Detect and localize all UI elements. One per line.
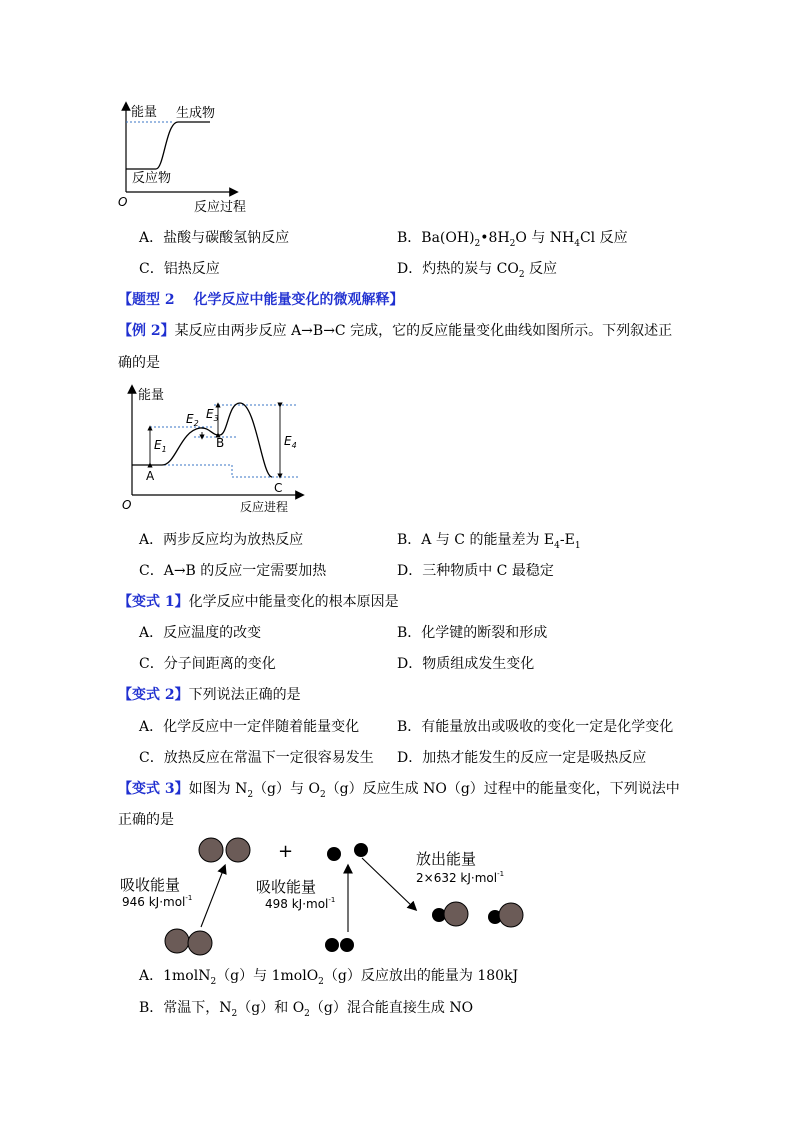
bond-energy-diagram <box>110 832 550 962</box>
plus-sign: + <box>278 841 294 862</box>
release-label: 放出能量 <box>416 850 477 868</box>
release-arrow <box>362 858 414 908</box>
text: 下列说法正确的是 <box>188 687 301 703</box>
o-atom <box>325 938 339 952</box>
example-2-question <box>118 322 672 340</box>
n-atom <box>444 902 468 926</box>
subscript: 2 <box>210 976 217 987</box>
q2-option-a[interactable]: A．两步反应均为放热反应 <box>139 532 304 548</box>
text: A．1molN <box>139 968 211 984</box>
release-value: 2×632 kJ·mol$^{-1}$ <box>416 870 505 885</box>
text: （g）反应生成 NO（g）过程中的能量变化，下列说法中 <box>325 781 680 797</box>
q1-option-a[interactable]: A．盐酸与碳酸氢钠反应 <box>139 230 290 246</box>
text: Cl 反应 <box>579 230 628 246</box>
product-label: 生成物 <box>176 106 216 121</box>
v2-option-c[interactable]: C．放热反应在常温下一定很容易发生 <box>139 750 374 766</box>
text: （g）和 O <box>237 1000 305 1016</box>
energy-curve <box>126 122 210 169</box>
text: D．灼热的炭与 CO <box>397 261 519 277</box>
point-a-label: A <box>146 469 155 483</box>
v2-option-b[interactable]: B．有能量放出或吸收的变化一定是化学变化 <box>397 719 674 735</box>
variant-3-question-cont: 正确的是 <box>118 812 174 828</box>
example-tag: 【例 2】 <box>118 323 175 339</box>
subscript: 1 <box>574 540 581 551</box>
q2-option-b[interactable] <box>397 531 581 555</box>
text: B．Ba(OH) <box>397 230 475 246</box>
q3-option-a[interactable] <box>139 967 518 991</box>
text: （g）与 O <box>253 781 320 797</box>
v2-option-a[interactable]: A．化学反应中一定伴随着能量变化 <box>139 719 360 735</box>
n-atom <box>199 838 223 862</box>
x-axis-label: 反应进程 <box>240 500 289 514</box>
subscript: 4 <box>554 540 560 551</box>
absorb-label-1: 吸收能量 <box>120 876 181 894</box>
absorb-value-1: 946 kJ·mol$^{-1}$ <box>122 894 193 909</box>
q2-option-d[interactable]: D．三种物质中 C 最稳定 <box>397 563 554 579</box>
text: O 与 NH <box>515 230 575 246</box>
text: B．A 与 C 的能量差为 E <box>397 532 555 548</box>
e4-label: $E_4$ <box>284 434 297 450</box>
q1-option-c[interactable]: C．铝热反应 <box>139 261 220 277</box>
variant-1-question <box>118 593 399 611</box>
reactant-label: 反应物 <box>132 171 172 186</box>
text: •8H <box>480 230 510 246</box>
e3-label: $E_3$ <box>206 407 219 423</box>
text: 某反应由两步反应 A→B→C 完成，它的反应能量变化曲线如图所示。下列叙述正 <box>174 323 673 339</box>
absorb-value-2: 498 kJ·mol$^{-1}$ <box>265 896 336 911</box>
subscript: 2 <box>319 789 326 800</box>
variant-tag: 【变式 2】 <box>118 687 189 703</box>
o-atom <box>327 847 341 861</box>
absorb-label-2: 吸收能量 <box>256 878 317 896</box>
n-atom <box>226 838 250 862</box>
subscript: 2 <box>247 789 254 800</box>
text: 如图为 N <box>188 781 248 797</box>
v1-option-a[interactable]: A．反应温度的改变 <box>139 625 262 641</box>
x-axis-label: 反应过程 <box>194 200 247 215</box>
v1-option-b[interactable]: B．化学键的断裂和形成 <box>397 625 548 641</box>
point-c-label: C <box>274 481 283 495</box>
subscript: 2 <box>304 1008 310 1019</box>
text: -E <box>559 532 575 548</box>
variant-2-question <box>118 686 301 704</box>
subscript: 2 <box>518 269 525 280</box>
subscript: 2 <box>509 238 516 249</box>
subscript: 2 <box>231 1008 238 1019</box>
text: （g）与 1molO <box>216 968 319 984</box>
absorb-arrow-1 <box>201 868 224 927</box>
q1-option-b[interactable] <box>397 229 628 253</box>
n-atom <box>188 931 212 955</box>
o-atom <box>340 938 354 952</box>
q2-option-c[interactable]: C．A→B 的反应一定需要加热 <box>139 563 327 579</box>
text: B．常温下，N <box>139 1000 232 1016</box>
example-2-question-cont: 确的是 <box>118 355 160 371</box>
v2-option-d[interactable]: D．加热才能发生的反应一定是吸热反应 <box>397 750 647 766</box>
y-axis-label: 能量 <box>131 105 158 120</box>
text: 化学反应中能量变化的根本原因是 <box>188 594 399 610</box>
variant-tag: 【变式 3】 <box>118 781 189 797</box>
e2-label: $E_2$ <box>186 412 199 428</box>
text: （g）反应放出的能量为 180kJ <box>323 968 519 984</box>
e1-label: $E_1$ <box>154 438 167 454</box>
origin-label: O <box>122 498 132 512</box>
energy-curve <box>132 403 272 477</box>
q1-option-d[interactable] <box>397 260 557 284</box>
subscript: 4 <box>574 238 580 249</box>
variant-tag: 【变式 1】 <box>118 594 189 610</box>
text: （g）混合能直接生成 NO <box>309 1000 474 1016</box>
o-atom <box>354 843 368 857</box>
energy-diagram-2 <box>114 383 310 515</box>
variant-3-question <box>118 780 680 804</box>
n-atom <box>165 929 189 953</box>
v1-option-c[interactable]: C．分子间距离的变化 <box>139 656 276 672</box>
section-title-2: 【题型 2 化学反应中能量变化的微观解释】 <box>118 292 404 308</box>
subscript: 2 <box>474 238 481 249</box>
origin-label: O <box>118 195 128 209</box>
v1-option-d[interactable]: D．物质组成发生变化 <box>397 656 535 672</box>
subscript: 2 <box>318 976 324 987</box>
y-axis-label: 能量 <box>138 388 165 403</box>
n-atom <box>499 903 523 927</box>
energy-diagram-1 <box>114 100 264 216</box>
text: 反应 <box>524 261 558 277</box>
point-b-label: B <box>216 436 225 450</box>
q3-option-b[interactable] <box>139 999 473 1023</box>
